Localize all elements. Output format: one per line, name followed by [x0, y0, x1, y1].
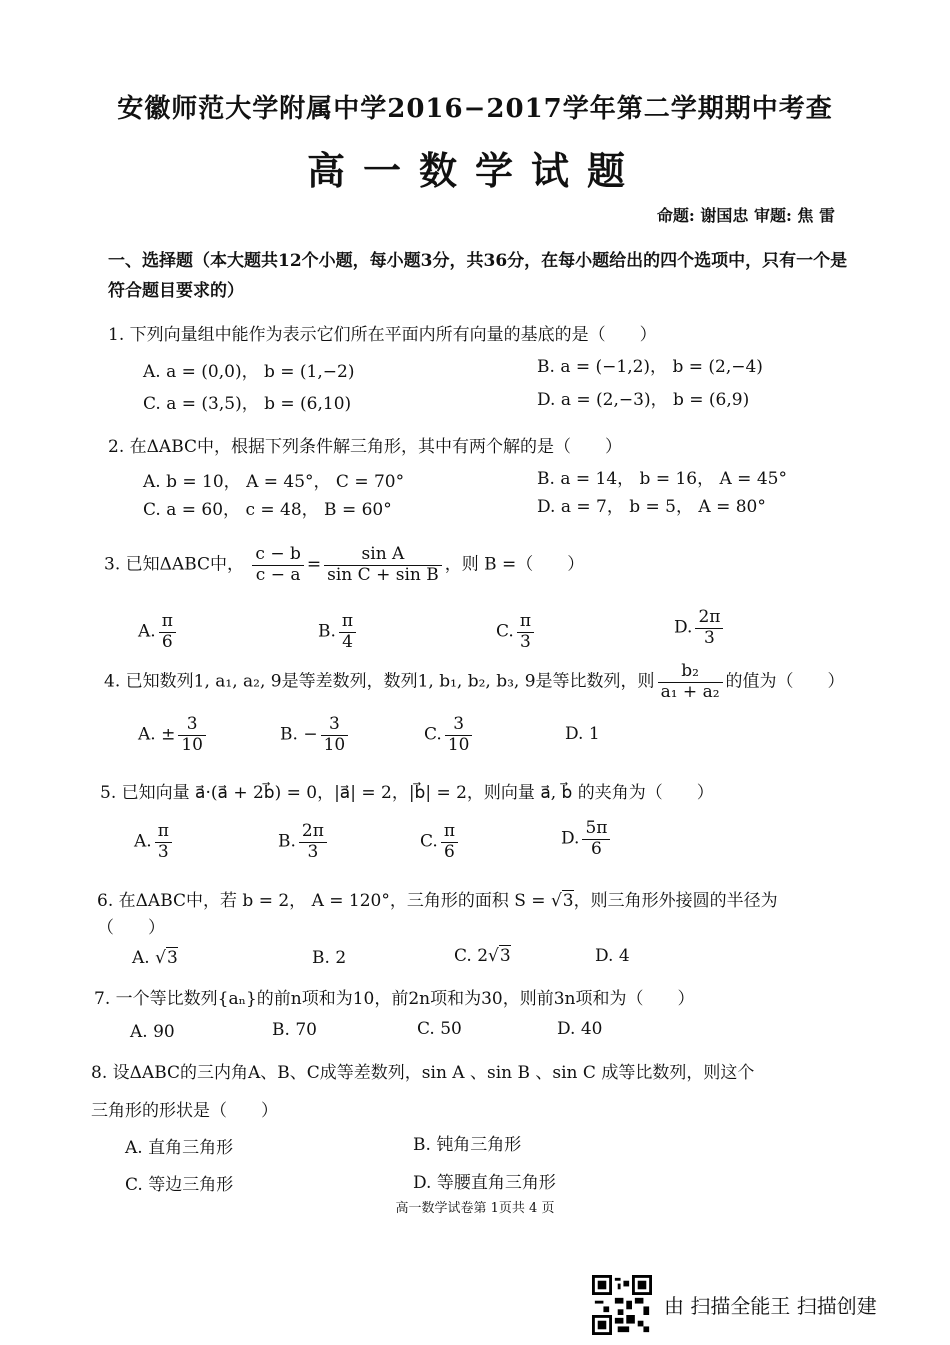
q1-option-c: C. a = (3,5)， b = (6,10) [143, 394, 352, 414]
question-4: 4. 已知数列1, a₁, a₂, 9是等差数列，数列1, b₁, b₂, b₃, 9是等比数列，则 $\frac{\text{b₂}}{\text{a₁ + a₂}}$ 的值为（ ） [104, 661, 845, 702]
q2-option-c: C. a = 60， c = 48， B = 60° [143, 500, 392, 520]
q4-option-b: B. − $\frac{3}{10}$ [280, 715, 351, 755]
q3-option-c: C. $\frac{\pi}{3}$ [496, 612, 537, 652]
q8-option-b: B. 钝角三角形 [413, 1135, 522, 1155]
q4-option-c: C. $\frac{3}{10}$ [424, 715, 475, 755]
question-2: 2. 在ΔABC中，根据下列条件解三角形，其中有两个解的是（ ） [108, 437, 623, 457]
q7-option-d: D. 40 [557, 1019, 603, 1039]
q5-option-b: B. $\frac{2\pi}{3}$ [278, 822, 330, 862]
q1-option-a: A. a = (0,0)， b = (1,−2) [143, 362, 355, 382]
fraction: $\frac{c - b}{c - a}$ [252, 545, 303, 585]
q7-option-c: C. 50 [417, 1019, 462, 1039]
q6-option-a: A. √3 [132, 948, 178, 968]
qr-code-icon [592, 1275, 652, 1335]
q5-option-d: D. $\frac{5\pi}{6}$ [561, 819, 613, 859]
page-footer: 高一数学试卷第 1页共 4 页 [395, 1201, 555, 1216]
q2-option-b: B. a = 14， b = 16， A = 45° [537, 469, 787, 489]
section-title: 一、选择题（本大题共12个小题，每小题3分，共36分，在每小题给出的四个选项中，只有一个是符合题目要求的） [108, 251, 848, 301]
exam-title: 安徽师范大学附属中学2016−2017学年第二学期期中考查 [117, 94, 833, 124]
fraction: $\frac{\text{sin A}}{\text{sin C + sin B}}$ [324, 545, 442, 585]
question-1 [108, 320, 657, 345]
question-8-line2: 三角形的形状是（ ） [91, 1101, 278, 1121]
exam-subtitle: 高一数学试题 [306, 148, 643, 193]
q7-option-b: B. 70 [272, 1020, 317, 1040]
fraction: $\frac{\text{b₂}}{\text{a₁ + a₂}}$ [658, 662, 723, 702]
q3-option-a: A. $\frac{\pi}{6}$ [138, 612, 179, 652]
question-number: 1. [108, 325, 125, 345]
q5-option-c: C. $\frac{\pi}{6}$ [420, 822, 461, 862]
q4-option-d: D. 1 [565, 724, 600, 744]
q4-option-a: A. ± $\frac{3}{10}$ [138, 715, 209, 755]
q2-option-d: D. a = 7， b = 5， A = 80° [537, 497, 766, 517]
q3-option-b: B. $\frac{\pi}{4}$ [318, 612, 359, 652]
question-8: 8. 设ΔABC的三内角A、B、C成等差数列，sin A 、sin B 、sin C 成等比数列，则这个 [91, 1063, 755, 1083]
question-7: 7. 一个等比数列{aₙ}的前n项和为10，前2n项和为30，则前3n项和为（ ） [94, 989, 695, 1009]
q1-option-d: D. a = (2,−3)， b = (6,9) [537, 390, 750, 410]
q1-option-b: B. a = (−1,2)， b = (2,−4) [537, 357, 763, 377]
q6-option-d: D. 4 [595, 946, 630, 966]
q6-option-c: C. 2√3 [454, 946, 511, 966]
q7-option-a: A. 90 [130, 1022, 175, 1042]
q3-option-d: D. $\frac{2\pi}{3}$ [674, 608, 726, 648]
q8-option-c: C. 等边三角形 [125, 1175, 234, 1195]
question-text: 下列向量组中能作为表示它们所在平面内所有向量的基底的是（ ） [129, 325, 657, 345]
question-6: 6. 在ΔABC中，若 b = 2， A = 120°，三角形的面积 S = √3，则三角形外接圆的半径为 [97, 891, 778, 911]
q8-option-a: A. 直角三角形 [125, 1138, 234, 1158]
q2-option-a: A. b = 10， A = 45°， C = 70° [143, 472, 405, 492]
q5-option-a: A. $\frac{\pi}{3}$ [134, 822, 175, 862]
question-5: 5. 已知向量 a⃗·(a⃗ + 2b⃗) = 0，|a⃗| = 2，|b⃗| = 2，则向量 a⃗, b⃗ 的夹角为（ ） [100, 783, 714, 803]
question-6-paren: （ ） [97, 918, 165, 938]
q6-option-b: B. 2 [312, 948, 347, 968]
question-3: 3. 已知ΔABC中， $\frac{c - b}{c - a}$ = $\frac{\text{sin A}}{\text{sin C + sin B}}$ ，则 B =（ ） [104, 544, 585, 585]
q8-option-d: D. 等腰直角三角形 [413, 1173, 556, 1193]
scanner-watermark: 由 扫描全能王 扫描创建 [664, 1294, 877, 1318]
exam-authors: 命题: 谢国忠 审题: 焦 雷 [656, 206, 835, 225]
